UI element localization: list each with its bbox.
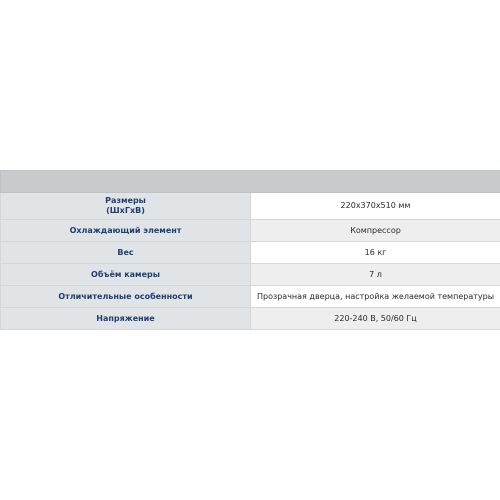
row-value-features: Прозрачная дверца, настройка желаемой температуры [251,286,500,308]
table-header-band [1,171,500,193]
table-row [1,242,500,264]
row-label-line: (ШхГхВ) [106,206,145,215]
row-label-weight: Вес [1,242,251,264]
row-value-weight: 16 кг [251,242,500,264]
row-value-cooling-element: Компрессор [251,220,500,242]
table-row [1,220,500,242]
row-label-line: Размеры [105,196,146,205]
table-header-cell [1,171,500,193]
table-row [1,264,500,286]
specifications-table [0,170,500,330]
row-value-voltage: 220-240 В, 50/60 Гц [251,308,500,330]
row-label-voltage: Напряжение [1,308,251,330]
table-row [1,193,500,220]
row-label-features: Отличительные особенности [1,286,251,308]
table-row [1,308,500,330]
row-label-cooling-element: Охлаждающий элемент [1,220,251,242]
row-value-chamber-volume: 7 л [251,264,500,286]
row-label-dimensions [1,193,251,220]
row-value-dimensions: 220х370х510 мм [251,193,500,220]
row-label-chamber-volume: Объём камеры [1,264,251,286]
table-row [1,286,500,308]
